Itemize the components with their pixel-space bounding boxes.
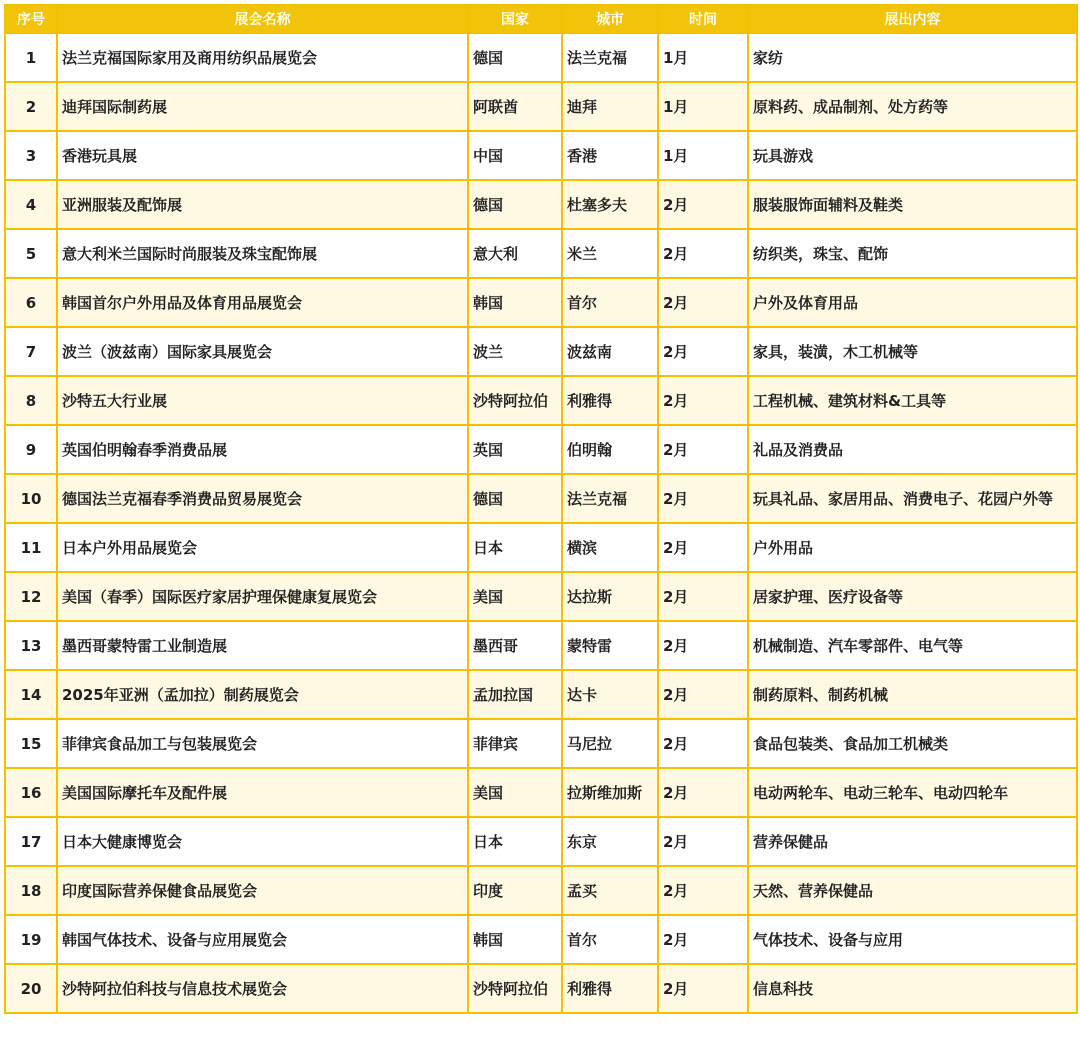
cell-country: 日本 [468, 523, 562, 572]
cell-country: 韩国 [468, 278, 562, 327]
cell-time: 2月 [658, 866, 748, 915]
cell-content: 原料药、成品制剂、处方药等 [748, 82, 1077, 131]
cell-index: 18 [5, 866, 57, 915]
cell-time: 2月 [658, 670, 748, 719]
cell-time: 2月 [658, 621, 748, 670]
cell-expo-name: 德国法兰克福春季消费品贸易展览会 [57, 474, 468, 523]
cell-index: 5 [5, 229, 57, 278]
header-index: 序号 [5, 5, 57, 33]
cell-city: 达拉斯 [562, 572, 658, 621]
cell-content: 户外及体育用品 [748, 278, 1077, 327]
cell-index: 10 [5, 474, 57, 523]
cell-expo-name: 法兰克福国际家用及商用纺织品展览会 [57, 33, 468, 82]
table-header [5, 5, 1077, 33]
cell-index: 15 [5, 719, 57, 768]
table-row [5, 327, 1077, 376]
cell-index: 13 [5, 621, 57, 670]
table-row [5, 376, 1077, 425]
exhibition-table [4, 4, 1078, 1014]
cell-index: 8 [5, 376, 57, 425]
cell-country: 孟加拉国 [468, 670, 562, 719]
cell-content: 纺织类，珠宝、配饰 [748, 229, 1077, 278]
cell-index: 4 [5, 180, 57, 229]
table-row [5, 621, 1077, 670]
cell-time: 2月 [658, 229, 748, 278]
cell-content: 玩具游戏 [748, 131, 1077, 180]
cell-time: 2月 [658, 572, 748, 621]
header-expo-name: 展会名称 [57, 5, 468, 33]
cell-index: 19 [5, 915, 57, 964]
cell-time: 2月 [658, 817, 748, 866]
cell-city: 东京 [562, 817, 658, 866]
cell-content: 信息科技 [748, 964, 1077, 1013]
cell-expo-name: 沙特阿拉伯科技与信息技术展览会 [57, 964, 468, 1013]
cell-index: 12 [5, 572, 57, 621]
cell-content: 服装服饰面辅料及鞋类 [748, 180, 1077, 229]
header-time: 时间 [658, 5, 748, 33]
cell-time: 2月 [658, 425, 748, 474]
cell-time: 2月 [658, 523, 748, 572]
table-row [5, 964, 1077, 1013]
cell-expo-name: 亚洲服装及配饰展 [57, 180, 468, 229]
cell-time: 2月 [658, 964, 748, 1013]
table-row [5, 278, 1077, 327]
cell-city: 香港 [562, 131, 658, 180]
cell-city: 波兹南 [562, 327, 658, 376]
cell-expo-name: 菲律宾食品加工与包装展览会 [57, 719, 468, 768]
cell-city: 首尔 [562, 278, 658, 327]
cell-time: 2月 [658, 278, 748, 327]
cell-country: 德国 [468, 180, 562, 229]
cell-index: 1 [5, 33, 57, 82]
cell-expo-name: 美国国际摩托车及配件展 [57, 768, 468, 817]
cell-country: 沙特阿拉伯 [468, 376, 562, 425]
cell-city: 法兰克福 [562, 33, 658, 82]
cell-city: 拉斯维加斯 [562, 768, 658, 817]
table-row [5, 817, 1077, 866]
table-row [5, 180, 1077, 229]
cell-time: 2月 [658, 376, 748, 425]
table-row [5, 719, 1077, 768]
cell-country: 美国 [468, 572, 562, 621]
cell-content: 营养保健品 [748, 817, 1077, 866]
cell-index: 6 [5, 278, 57, 327]
cell-city: 伯明翰 [562, 425, 658, 474]
cell-expo-name: 韩国首尔户外用品及体育用品展览会 [57, 278, 468, 327]
cell-country: 中国 [468, 131, 562, 180]
cell-expo-name: 意大利米兰国际时尚服装及珠宝配饰展 [57, 229, 468, 278]
cell-time: 1月 [658, 33, 748, 82]
cell-time: 1月 [658, 131, 748, 180]
cell-content: 工程机械、建筑材料&工具等 [748, 376, 1077, 425]
cell-content: 天然、营养保健品 [748, 866, 1077, 915]
cell-expo-name: 2025年亚洲（孟加拉）制药展览会 [57, 670, 468, 719]
cell-index: 16 [5, 768, 57, 817]
cell-city: 横滨 [562, 523, 658, 572]
cell-index: 20 [5, 964, 57, 1013]
cell-content: 家具，装潢，木工机械等 [748, 327, 1077, 376]
cell-content: 户外用品 [748, 523, 1077, 572]
cell-city: 利雅得 [562, 376, 658, 425]
cell-country: 菲律宾 [468, 719, 562, 768]
cell-expo-name: 墨西哥蒙特雷工业制造展 [57, 621, 468, 670]
cell-time: 1月 [658, 82, 748, 131]
cell-expo-name: 波兰（波兹南）国际家具展览会 [57, 327, 468, 376]
header-row [5, 5, 1077, 33]
cell-city: 首尔 [562, 915, 658, 964]
cell-expo-name: 日本大健康博览会 [57, 817, 468, 866]
cell-country: 韩国 [468, 915, 562, 964]
cell-content: 制药原料、制药机械 [748, 670, 1077, 719]
cell-country: 墨西哥 [468, 621, 562, 670]
cell-content: 家纺 [748, 33, 1077, 82]
header-content: 展出内容 [748, 5, 1077, 33]
table-row [5, 425, 1077, 474]
cell-index: 9 [5, 425, 57, 474]
cell-expo-name: 迪拜国际制药展 [57, 82, 468, 131]
cell-expo-name: 英国伯明翰春季消费品展 [57, 425, 468, 474]
header-city: 城市 [562, 5, 658, 33]
cell-city: 马尼拉 [562, 719, 658, 768]
table-row [5, 82, 1077, 131]
cell-index: 17 [5, 817, 57, 866]
cell-time: 2月 [658, 768, 748, 817]
cell-country: 波兰 [468, 327, 562, 376]
table-body [5, 33, 1077, 1013]
cell-content: 气体技术、设备与应用 [748, 915, 1077, 964]
cell-expo-name: 沙特五大行业展 [57, 376, 468, 425]
cell-city: 法兰克福 [562, 474, 658, 523]
cell-expo-name: 日本户外用品展览会 [57, 523, 468, 572]
cell-city: 蒙特雷 [562, 621, 658, 670]
cell-country: 意大利 [468, 229, 562, 278]
cell-city: 米兰 [562, 229, 658, 278]
cell-country: 美国 [468, 768, 562, 817]
cell-time: 2月 [658, 180, 748, 229]
cell-time: 2月 [658, 474, 748, 523]
table-row [5, 131, 1077, 180]
cell-expo-name: 印度国际营养保健食品展览会 [57, 866, 468, 915]
cell-city: 利雅得 [562, 964, 658, 1013]
table-row [5, 33, 1077, 82]
cell-content: 礼品及消费品 [748, 425, 1077, 474]
cell-index: 3 [5, 131, 57, 180]
cell-index: 2 [5, 82, 57, 131]
table-row [5, 768, 1077, 817]
table-row [5, 866, 1077, 915]
cell-country: 沙特阿拉伯 [468, 964, 562, 1013]
cell-content: 食品包装类、食品加工机械类 [748, 719, 1077, 768]
cell-city: 杜塞多夫 [562, 180, 658, 229]
table-row [5, 523, 1077, 572]
table-row [5, 474, 1077, 523]
cell-expo-name: 韩国气体技术、设备与应用展览会 [57, 915, 468, 964]
cell-index: 11 [5, 523, 57, 572]
cell-city: 孟买 [562, 866, 658, 915]
cell-index: 7 [5, 327, 57, 376]
cell-country: 英国 [468, 425, 562, 474]
cell-country: 德国 [468, 33, 562, 82]
cell-time: 2月 [658, 719, 748, 768]
cell-index: 14 [5, 670, 57, 719]
table-row [5, 670, 1077, 719]
cell-content: 居家护理、医疗设备等 [748, 572, 1077, 621]
cell-country: 德国 [468, 474, 562, 523]
cell-expo-name: 美国（春季）国际医疗家居护理保健康复展览会 [57, 572, 468, 621]
cell-country: 阿联酋 [468, 82, 562, 131]
table-row [5, 572, 1077, 621]
cell-city: 迪拜 [562, 82, 658, 131]
header-country: 国家 [468, 5, 562, 33]
cell-expo-name: 香港玩具展 [57, 131, 468, 180]
cell-time: 2月 [658, 327, 748, 376]
cell-country: 印度 [468, 866, 562, 915]
cell-content: 电动两轮车、电动三轮车、电动四轮车 [748, 768, 1077, 817]
cell-city: 达卡 [562, 670, 658, 719]
table-row [5, 229, 1077, 278]
cell-content: 机械制造、汽车零部件、电气等 [748, 621, 1077, 670]
cell-time: 2月 [658, 915, 748, 964]
table-row [5, 915, 1077, 964]
cell-country: 日本 [468, 817, 562, 866]
cell-content: 玩具礼品、家居用品、消费电子、花园户外等 [748, 474, 1077, 523]
